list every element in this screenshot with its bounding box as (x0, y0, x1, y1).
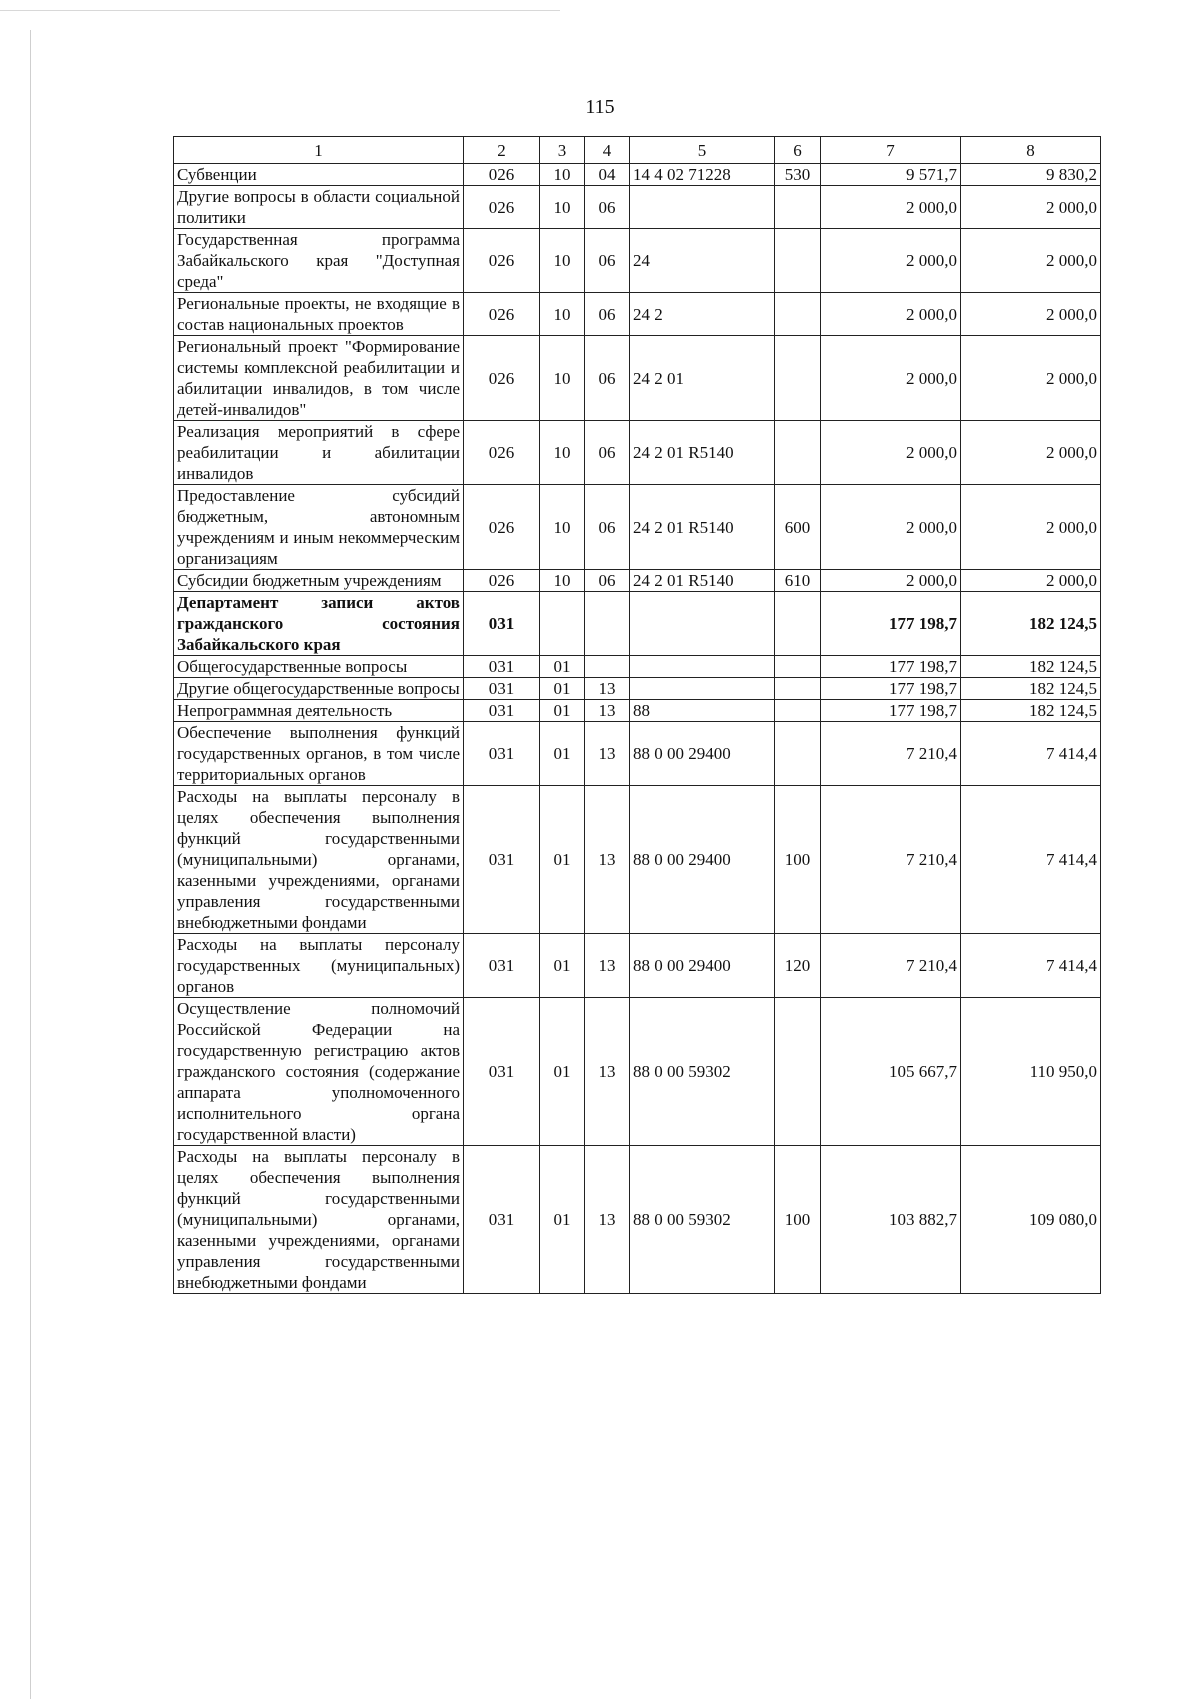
section-code: 01 (540, 786, 585, 934)
header-cell: 6 (775, 137, 821, 164)
item-name: Государственная программа Забайкальского края "Доступная среда" (174, 229, 464, 293)
subsection-code (585, 656, 630, 678)
subsection-code: 04 (585, 164, 630, 186)
section-code: 01 (540, 656, 585, 678)
target-article-code (630, 678, 775, 700)
header-cell: 2 (464, 137, 540, 164)
table-row (174, 336, 1101, 421)
subsection-code: 13 (585, 786, 630, 934)
subsection-code: 06 (585, 485, 630, 570)
amount-col-7: 177 198,7 (821, 592, 961, 656)
expense-type-code (775, 592, 821, 656)
subsection-code: 13 (585, 998, 630, 1146)
page-number: 115 (585, 96, 615, 118)
target-article-code (630, 592, 775, 656)
item-name: Осуществление полномочий Российской Федерации на государственную регистрацию актов гражданского состояния (содержание аппарата уполномоченного исполнительного органа государственной власти) (174, 998, 464, 1146)
header-cell: 8 (961, 137, 1101, 164)
subsection-code: 13 (585, 1146, 630, 1294)
section-code: 10 (540, 570, 585, 592)
scan-artifact-top-line (0, 10, 560, 11)
target-article-code: 88 0 00 29400 (630, 722, 775, 786)
header-cell: 4 (585, 137, 630, 164)
expense-type-code (775, 293, 821, 336)
ministry-code: 026 (464, 336, 540, 421)
target-article-code: 24 2 (630, 293, 775, 336)
expense-type-code (775, 229, 821, 293)
item-name: Предоставление субсидий бюджетным, автономным учреждениям и иным некоммерческим организациям (174, 485, 464, 570)
item-name: Непрограммная деятельность (174, 700, 464, 722)
subsection-code: 06 (585, 336, 630, 421)
ministry-code: 031 (464, 934, 540, 998)
item-name: Другие общегосударственные вопросы (174, 678, 464, 700)
amount-col-7: 177 198,7 (821, 700, 961, 722)
ministry-code: 026 (464, 421, 540, 485)
ministry-code: 031 (464, 700, 540, 722)
expense-type-code: 600 (775, 485, 821, 570)
target-article-code (630, 186, 775, 229)
header-cell: 3 (540, 137, 585, 164)
amount-col-7: 177 198,7 (821, 678, 961, 700)
section-code: 10 (540, 186, 585, 229)
section-code (540, 592, 585, 656)
expense-type-code: 100 (775, 786, 821, 934)
target-article-code: 88 0 00 29400 (630, 934, 775, 998)
section-code: 01 (540, 934, 585, 998)
table-row (174, 186, 1101, 229)
expense-type-code (775, 421, 821, 485)
table-row (174, 421, 1101, 485)
expense-type-code (775, 722, 821, 786)
target-article-code: 24 2 01 R5140 (630, 570, 775, 592)
ministry-code: 026 (464, 186, 540, 229)
item-name: Субсидии бюджетным учреждениям (174, 570, 464, 592)
header-cell: 7 (821, 137, 961, 164)
section-code: 10 (540, 485, 585, 570)
expense-type-code (775, 336, 821, 421)
amount-col-7: 7 210,4 (821, 786, 961, 934)
amount-col-8: 182 124,5 (961, 656, 1101, 678)
ministry-code: 031 (464, 656, 540, 678)
target-article-code: 24 2 01 R5140 (630, 485, 775, 570)
ministry-code: 031 (464, 786, 540, 934)
item-name: Расходы на выплаты персоналу государственных (муниципальных) органов (174, 934, 464, 998)
expense-type-code (775, 186, 821, 229)
amount-col-7: 177 198,7 (821, 656, 961, 678)
ministry-code: 026 (464, 570, 540, 592)
section-code: 01 (540, 700, 585, 722)
expense-type-code: 120 (775, 934, 821, 998)
expense-type-code (775, 678, 821, 700)
table-row (174, 786, 1101, 934)
target-article-code: 88 0 00 29400 (630, 786, 775, 934)
ministry-code: 026 (464, 485, 540, 570)
item-name: Департамент записи актов гражданского состояния Забайкальского края (174, 592, 464, 656)
table-row (174, 229, 1101, 293)
item-name: Реализация мероприятий в сфере реабилитации и абилитации инвалидов (174, 421, 464, 485)
item-name: Расходы на выплаты персоналу в целях обеспечения выполнения функций государственными (муниципальными) органами, казенными учреждениями, органами управления государственными внебюджетными фондами (174, 1146, 464, 1294)
amount-col-7: 7 210,4 (821, 934, 961, 998)
item-name: Региональные проекты, не входящие в состав национальных проектов (174, 293, 464, 336)
amount-col-7: 9 571,7 (821, 164, 961, 186)
subsection-code (585, 592, 630, 656)
amount-col-8: 9 830,2 (961, 164, 1101, 186)
table-row (174, 678, 1101, 700)
ministry-code: 031 (464, 998, 540, 1146)
header-row (174, 137, 1101, 164)
target-article-code: 88 (630, 700, 775, 722)
section-code: 10 (540, 229, 585, 293)
table-row (174, 485, 1101, 570)
item-name: Региональный проект "Формирование системы комплексной реабилитации и абилитации инвалидов, в том числе детей-инвалидов" (174, 336, 464, 421)
amount-col-8: 2 000,0 (961, 293, 1101, 336)
header-cell: 5 (630, 137, 775, 164)
item-name: Субвенции (174, 164, 464, 186)
item-name: Другие вопросы в области социальной политики (174, 186, 464, 229)
ministry-code: 031 (464, 592, 540, 656)
budget-table (173, 136, 1101, 1294)
amount-col-7: 2 000,0 (821, 293, 961, 336)
table-row (174, 592, 1101, 656)
amount-col-8: 2 000,0 (961, 421, 1101, 485)
expense-type-code: 610 (775, 570, 821, 592)
target-article-code: 88 0 00 59302 (630, 1146, 775, 1294)
ministry-code: 026 (464, 164, 540, 186)
table-row (174, 1146, 1101, 1294)
item-name: Общегосударственные вопросы (174, 656, 464, 678)
amount-col-7: 105 667,7 (821, 998, 961, 1146)
amount-col-8: 7 414,4 (961, 786, 1101, 934)
item-name: Обеспечение выполнения функций государственных органов, в том числе территориальных органов (174, 722, 464, 786)
section-code: 01 (540, 998, 585, 1146)
section-code: 10 (540, 336, 585, 421)
amount-col-7: 2 000,0 (821, 336, 961, 421)
amount-col-7: 2 000,0 (821, 229, 961, 293)
subsection-code: 13 (585, 700, 630, 722)
amount-col-8: 110 950,0 (961, 998, 1101, 1146)
target-article-code: 88 0 00 59302 (630, 998, 775, 1146)
table-row (174, 934, 1101, 998)
table-row (174, 656, 1101, 678)
amount-col-7: 2 000,0 (821, 485, 961, 570)
target-article-code (630, 656, 775, 678)
expense-type-code (775, 656, 821, 678)
target-article-code: 24 (630, 229, 775, 293)
section-code: 01 (540, 722, 585, 786)
ministry-code: 026 (464, 293, 540, 336)
amount-col-8: 2 000,0 (961, 485, 1101, 570)
expense-type-code (775, 700, 821, 722)
amount-col-7: 7 210,4 (821, 722, 961, 786)
section-code: 01 (540, 678, 585, 700)
section-code: 10 (540, 293, 585, 336)
amount-col-8: 182 124,5 (961, 592, 1101, 656)
table-row (174, 293, 1101, 336)
subsection-code: 06 (585, 229, 630, 293)
table-row (174, 570, 1101, 592)
ministry-code: 031 (464, 1146, 540, 1294)
subsection-code: 13 (585, 934, 630, 998)
subsection-code: 13 (585, 678, 630, 700)
section-code: 01 (540, 1146, 585, 1294)
target-article-code: 14 4 02 71228 (630, 164, 775, 186)
subsection-code: 06 (585, 293, 630, 336)
amount-col-7: 103 882,7 (821, 1146, 961, 1294)
amount-col-8: 7 414,4 (961, 934, 1101, 998)
subsection-code: 06 (585, 186, 630, 229)
subsection-code: 13 (585, 722, 630, 786)
amount-col-8: 2 000,0 (961, 229, 1101, 293)
amount-col-8: 109 080,0 (961, 1146, 1101, 1294)
table-row (174, 722, 1101, 786)
item-name: Расходы на выплаты персоналу в целях обеспечения выполнения функций государственными (муниципальными) органами, казенными учреждениями, органами управления государственными внебюджетными фондами (174, 786, 464, 934)
ministry-code: 031 (464, 678, 540, 700)
table-row (174, 700, 1101, 722)
amount-col-8: 7 414,4 (961, 722, 1101, 786)
expense-type-code (775, 998, 821, 1146)
expense-type-code: 100 (775, 1146, 821, 1294)
amount-col-7: 2 000,0 (821, 570, 961, 592)
amount-col-7: 2 000,0 (821, 421, 961, 485)
section-code: 10 (540, 421, 585, 485)
amount-col-8: 182 124,5 (961, 700, 1101, 722)
subsection-code: 06 (585, 421, 630, 485)
target-article-code: 24 2 01 (630, 336, 775, 421)
amount-col-8: 182 124,5 (961, 678, 1101, 700)
ministry-code: 031 (464, 722, 540, 786)
subsection-code: 06 (585, 570, 630, 592)
amount-col-8: 2 000,0 (961, 186, 1101, 229)
ministry-code: 026 (464, 229, 540, 293)
expense-type-code: 530 (775, 164, 821, 186)
amount-col-8: 2 000,0 (961, 336, 1101, 421)
target-article-code: 24 2 01 R5140 (630, 421, 775, 485)
header-cell: 1 (174, 137, 464, 164)
table-row (174, 164, 1101, 186)
scan-artifact-left-edge (30, 30, 31, 1699)
section-code: 10 (540, 164, 585, 186)
amount-col-8: 2 000,0 (961, 570, 1101, 592)
amount-col-7: 2 000,0 (821, 186, 961, 229)
table-row (174, 998, 1101, 1146)
